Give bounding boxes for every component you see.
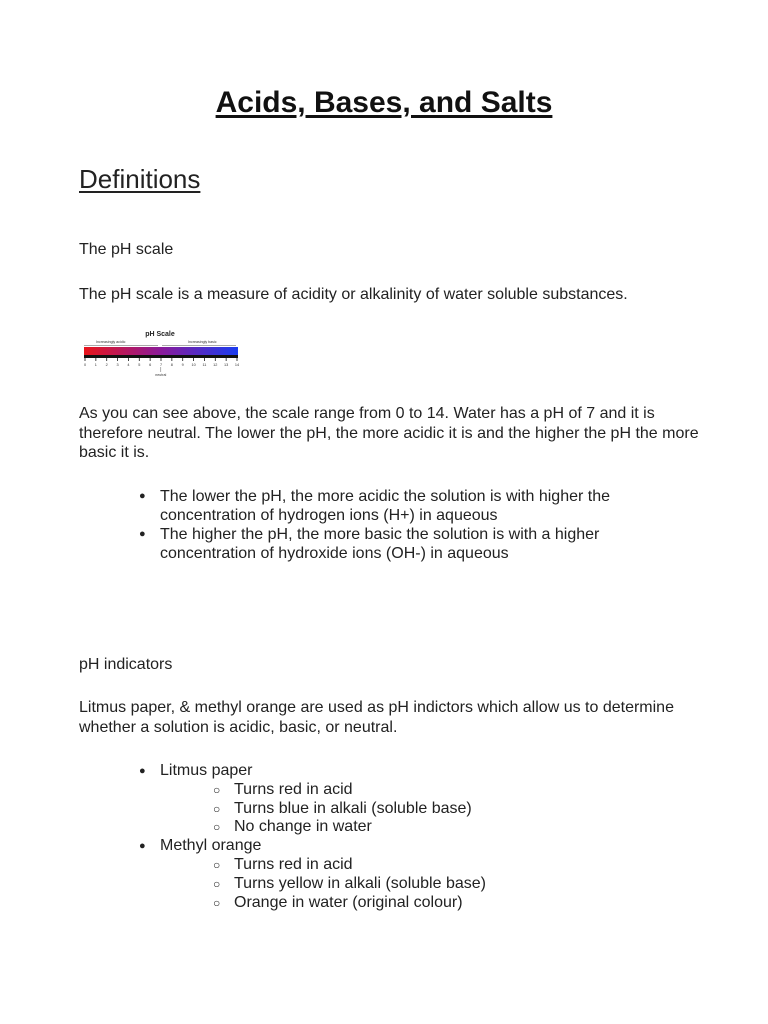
ph-tick-label: 4 [127, 363, 130, 367]
indicators-heading: pH indicators [79, 656, 173, 673]
indicators-list [139, 762, 679, 912]
sub-list-item: ○ Turns red in acid [213, 781, 679, 800]
ph-tick-label: 8 [170, 363, 173, 367]
list-item: ● The lower the pH, the more acidic the solution is with higher the concentration of hydrogen ions (H+) in aqueous [139, 487, 679, 525]
sub-list [213, 856, 679, 912]
ph-tick-label: 11 [202, 363, 207, 367]
ph-explanation: As you can see above, the scale range from 0 to 14. Water has a pH of 7 and it is therefore neutral. The lower the pH, the more acidic it is and the higher the pH the more basic it is. [79, 405, 699, 461]
ph-bullet-list [139, 487, 679, 563]
ph-tick-label: 14 [234, 363, 240, 367]
section-heading-definitions: Definitions [79, 164, 201, 194]
sub-list-item: ○ Turns red in acid [213, 856, 679, 875]
ph-tick-label: 10 [191, 363, 196, 367]
ph-tick-label: 2 [105, 363, 108, 367]
indicators-intro: Litmus paper, & methyl orange are used as pH indictors which allow us to determine whether a solution is acidic, basic, or neutral. [79, 699, 674, 736]
sub-list-item: ○ No change in water [213, 818, 679, 837]
ph-tick-label: 12 [213, 363, 218, 367]
list-item [139, 762, 679, 837]
ph-figure-title: pH Scale [145, 331, 175, 338]
ph-tick-label: 13 [224, 363, 229, 367]
indicator-name: Litmus paper [160, 762, 253, 779]
ph-acidic-label: Increasingly acidic [96, 340, 126, 344]
ph-tick-label: 1 [94, 363, 97, 367]
ph-gradient-bar [84, 347, 238, 355]
sub-list [213, 781, 679, 837]
sub-list-item: ○ Turns yellow in alkali (soluble base) [213, 875, 679, 894]
ph-scale-definition: The pH scale is a measure of acidity or alkalinity of water soluble substances. [79, 286, 628, 303]
page-title: Acids, Bases, and Salts [215, 86, 553, 119]
ph-tick-label: 0 [83, 363, 87, 367]
ph-tick-label: 9 [181, 363, 184, 367]
sub-list-item: ○ Turns blue in alkali (soluble base) [213, 800, 679, 819]
ph-tick-label: 7 [159, 363, 163, 367]
ph-scale-axis [84, 355, 238, 358]
indicator-name: Methyl orange [160, 837, 262, 855]
list-item: ● The higher the pH, the more basic the solution is with a higher concentration of hydroxide ions (OH-) in aqueous [139, 525, 679, 563]
ph-scale-figure [80, 327, 252, 377]
ph-basic-label: Increasingly basic [188, 340, 217, 344]
ph-scale-heading: The pH scale [79, 241, 174, 258]
ph-tick-label: 3 [116, 363, 119, 367]
ph-tick-label: 5 [138, 363, 141, 367]
list-item [139, 837, 679, 912]
sub-list-item: ○ Orange in water (original colour) [213, 894, 679, 913]
ph-tick-label: 6 [149, 363, 152, 367]
ph-neutral-label: neutral [155, 373, 167, 377]
